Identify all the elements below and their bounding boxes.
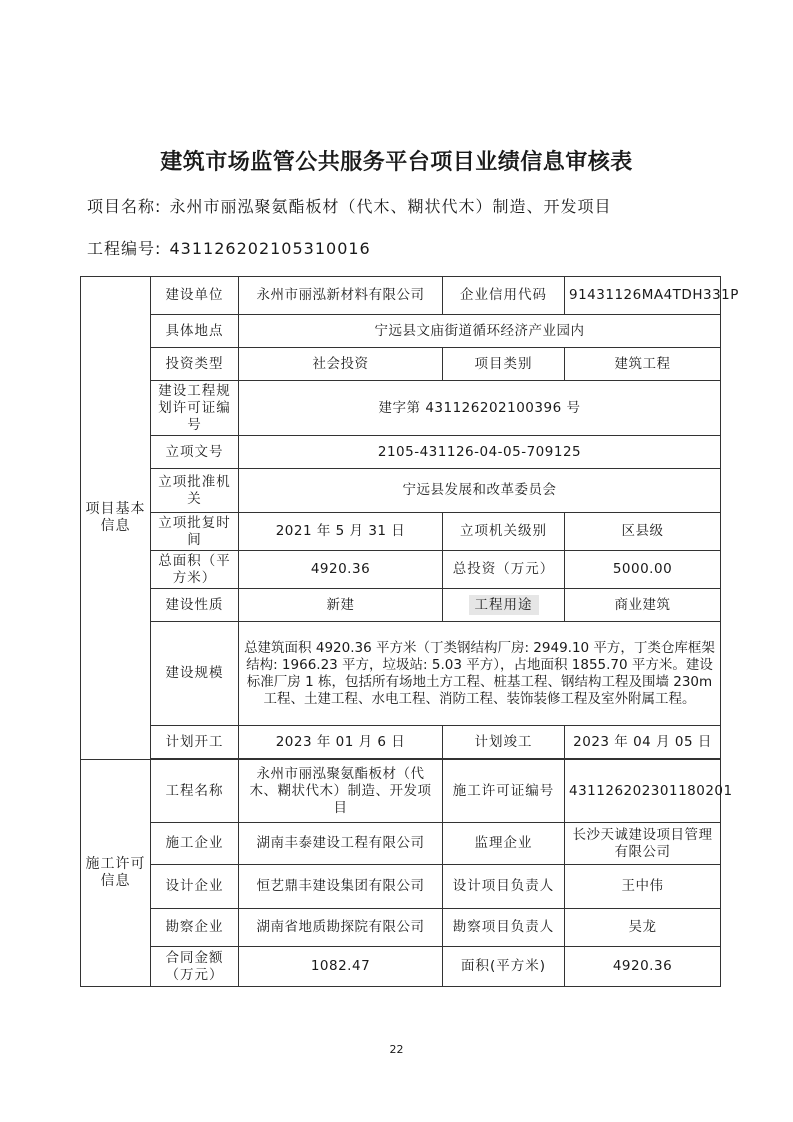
row-build-unit [81, 277, 721, 315]
design-lead-label: 设计项目负责人 [443, 865, 565, 909]
approval-time-value: 2021 年 5 月 31 日 [239, 513, 443, 551]
page-number: 22 [389, 1043, 404, 1056]
row-approval-org [81, 469, 721, 513]
design-value: 恒艺鼎丰建设集团有限公司 [239, 865, 443, 909]
project-code-value: 431126202105310016 [169, 239, 371, 258]
section-basic-info: 项目基本信息 [81, 277, 151, 760]
permit-number-label: 施工许可证编号 [443, 760, 565, 823]
location-label: 具体地点 [151, 315, 239, 348]
row-permit-project [81, 760, 721, 823]
invest-type-label: 投资类型 [151, 348, 239, 381]
total-investment-value: 5000.00 [565, 551, 721, 589]
project-name-value: 永州市丽泓聚氨酯板材（代木、糊状代木）制造、开发项目 [169, 197, 612, 216]
row-contract [81, 947, 721, 987]
row-approval-doc [81, 436, 721, 469]
nature-label: 建设性质 [151, 589, 239, 622]
invest-type-value: 社会投资 [239, 348, 443, 381]
usage-label: 工程用途 [469, 595, 539, 615]
location-value: 宁远县文庙街道循环经济产业园内 [239, 315, 721, 348]
build-unit-label: 建设单位 [151, 277, 239, 315]
total-area-value: 4920.36 [239, 551, 443, 589]
project-category-label: 项目类别 [443, 348, 565, 381]
survey-value: 湖南省地质勘探院有限公司 [239, 909, 443, 947]
row-survey [81, 909, 721, 947]
scale-value: 总建筑面积 4920.36 平方米（丁类钢结构厂房: 2949.10 平方，丁类仓库框架结构: 1966.23 平方，垃圾站: 5.03 平方），占地面积 1855.70 平方米。建设标准厂房 1 栋，包括所有场地土方工程、桩基工程、钢结构工程及围墙 230m 工程、土建工程、水电工程、消防工程、装饰装修工程及室外附属工程。 [239, 622, 721, 726]
row-contractor [81, 823, 721, 865]
row-scale [81, 622, 721, 726]
permit-area-label: 面积(平方米) [443, 947, 565, 987]
planned-start-label: 计划开工 [151, 726, 239, 759]
approval-doc-label: 立项文号 [151, 436, 239, 469]
project-code-label: 工程编号: [87, 239, 162, 258]
credit-code-label: 企业信用代码 [443, 277, 565, 315]
contractor-label: 施工企业 [151, 823, 239, 865]
scale-label: 建设规模 [151, 622, 239, 726]
design-label: 设计企业 [151, 865, 239, 909]
permit-area-value: 4920.36 [565, 947, 721, 987]
build-unit-value: 永州市丽泓新材料有限公司 [239, 277, 443, 315]
approval-doc-value: 2105-431126-04-05-709125 [239, 436, 721, 469]
row-schedule [81, 726, 721, 759]
total-investment-label: 总投资（万元） [443, 551, 565, 589]
supervisor-value: 长沙天诚建设项目管理有限公司 [565, 823, 721, 865]
planned-finish-label: 计划竣工 [443, 726, 565, 759]
planned-start-value: 2023 年 01 月 6 日 [239, 726, 443, 759]
approval-org-value: 宁远县发展和改革委员会 [239, 469, 721, 513]
row-plan-permit [81, 381, 721, 436]
row-area [81, 551, 721, 589]
planned-finish-value: 2023 年 04 月 05 日 [565, 726, 721, 759]
plan-permit-label: 建设工程规划许可证编号 [151, 381, 239, 436]
permit-number-value: 431126202301180201 [565, 760, 721, 823]
project-name-label: 项目名称: [87, 197, 162, 216]
row-approval-time [81, 513, 721, 551]
row-design [81, 865, 721, 909]
project-name-cell-label: 工程名称 [151, 760, 239, 823]
survey-label: 勘察企业 [151, 909, 239, 947]
approval-org-label: 立项批准机关 [151, 469, 239, 513]
design-lead-value: 王中伟 [565, 865, 721, 909]
contractor-value: 湖南丰泰建设工程有限公司 [239, 823, 443, 865]
project-category-value: 建筑工程 [565, 348, 721, 381]
credit-code-value: 91431126MA4TDH331P [565, 277, 721, 315]
survey-lead-label: 勘察项目负责人 [443, 909, 565, 947]
plan-permit-value: 建字第 431126202100396 号 [239, 381, 721, 436]
survey-lead-value: 吴龙 [565, 909, 721, 947]
total-area-label: 总面积（平方米） [151, 551, 239, 589]
project-name-line [87, 194, 612, 217]
usage-value: 商业建筑 [565, 589, 721, 622]
row-invest-type [81, 348, 721, 381]
row-nature [81, 589, 721, 622]
approval-level-label: 立项机关级别 [443, 513, 565, 551]
review-table [80, 276, 739, 987]
nature-value: 新建 [239, 589, 443, 622]
contract-amount-label: 合同金额（万元） [151, 947, 239, 987]
supervisor-label: 监理企业 [443, 823, 565, 865]
project-code-line [87, 236, 371, 259]
approval-time-label: 立项批复时间 [151, 513, 239, 551]
usage-label-cell [443, 589, 565, 622]
contract-amount-value: 1082.47 [239, 947, 443, 987]
section-permit-info: 施工许可信息 [81, 760, 151, 987]
row-location [81, 315, 721, 348]
form-title: 建筑市场监管公共服务平台项目业绩信息审核表 [160, 149, 633, 175]
project-name-cell-value: 永州市丽泓聚氨酯板材（代木、糊状代木）制造、开发项目 [239, 760, 443, 823]
approval-level-value: 区县级 [565, 513, 721, 551]
